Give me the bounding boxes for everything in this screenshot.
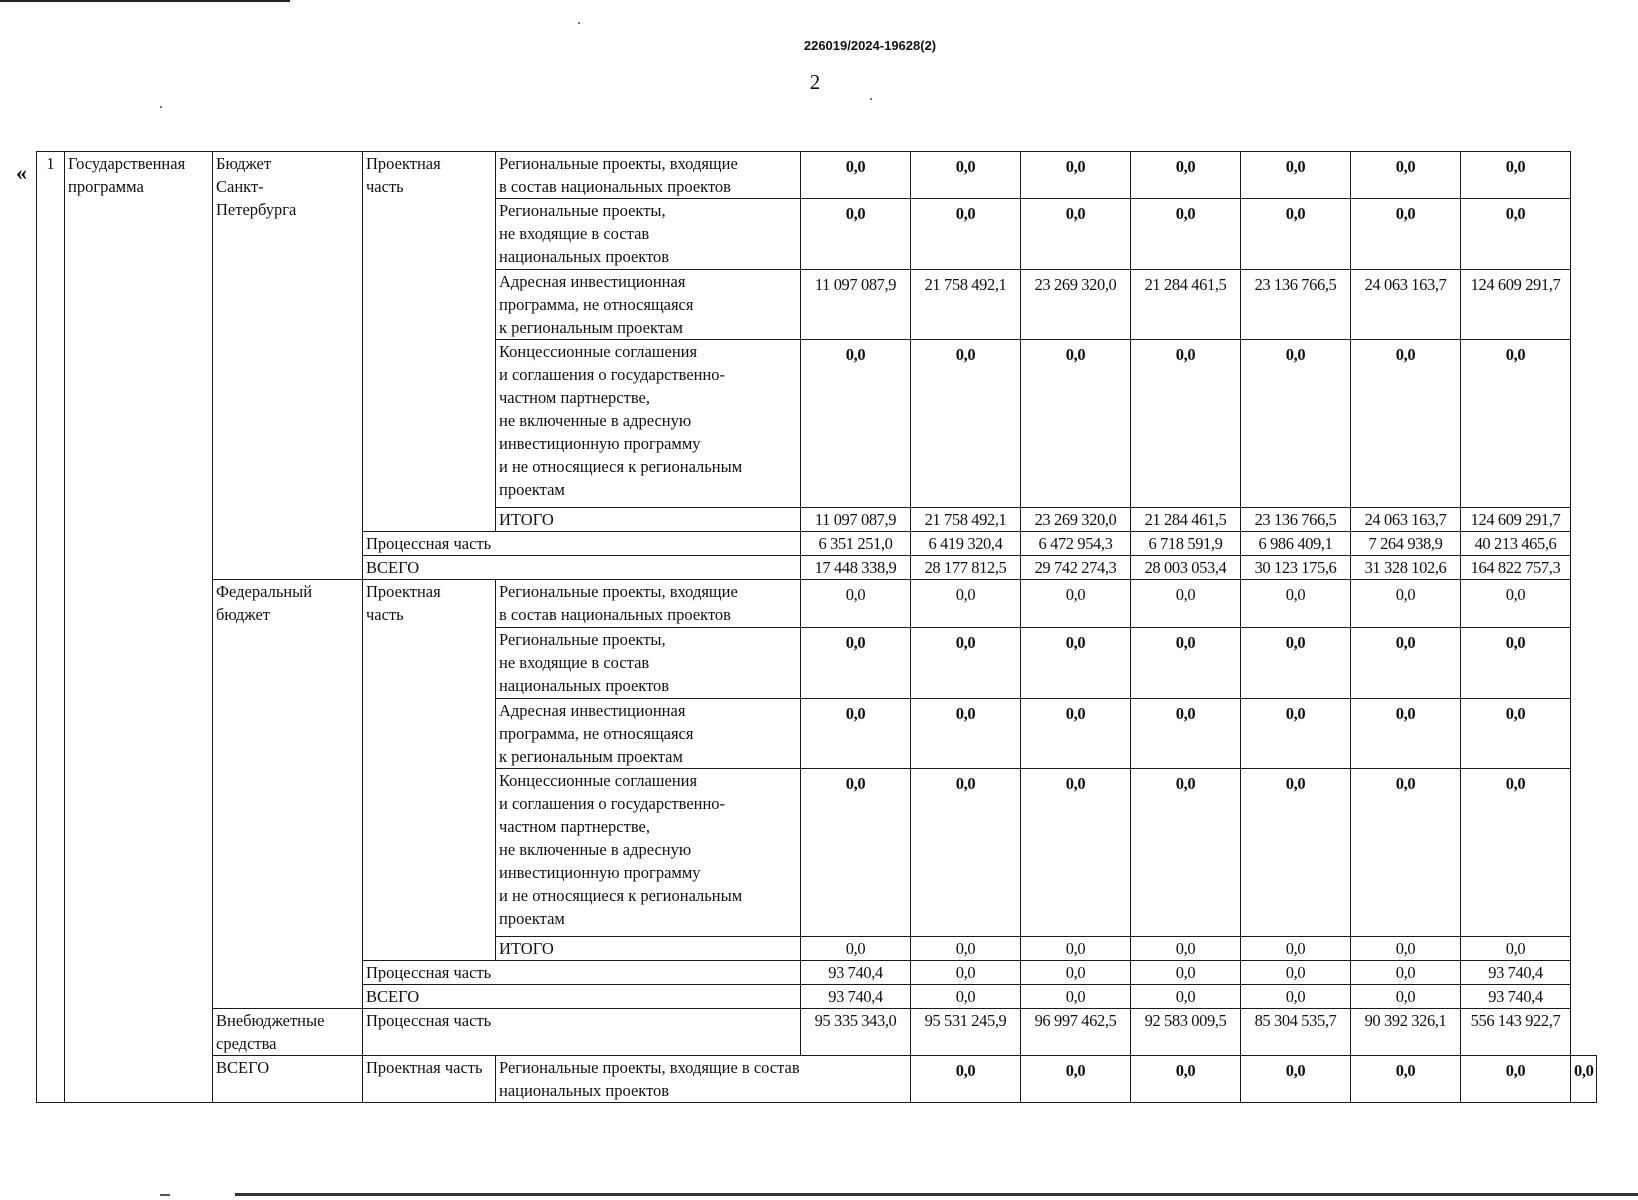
table-row: [37, 1056, 1597, 1103]
value-cell: 21 758 492,1: [911, 270, 1021, 340]
row-label: ИТОГО: [496, 508, 801, 532]
value-cell: 93 740,4: [1461, 961, 1571, 985]
value-cell: 23 136 766,5: [1241, 270, 1351, 340]
value-cell: 30 123 175,6: [1241, 556, 1351, 580]
value-cell: 0,0: [1131, 628, 1241, 699]
value-cell: 6 351 251,0: [801, 532, 911, 556]
value-cell: 6 419 320,4: [911, 532, 1021, 556]
value-cell: 0,0: [1021, 769, 1131, 937]
value-cell: 164 822 757,3: [1461, 556, 1571, 580]
value-cell: 0,0: [1021, 699, 1131, 769]
value-cell: 0,0: [801, 769, 911, 937]
value-cell: 96 997 462,5: [1021, 1009, 1131, 1056]
value-cell: 0,0: [1241, 1056, 1351, 1103]
row-label: Концессионные соглашения и соглашения о государственно- частном партнерстве, не включенные в адресную инвестиционную программу и не относящиеся к региональным проектам: [496, 769, 801, 937]
bottom-edge-line: [235, 1193, 1638, 1196]
row-label: Адресная инвестиционная программа, не относящаяся к региональным проектам: [496, 270, 801, 340]
value-cell: 0,0: [1351, 628, 1461, 699]
value-cell: 556 143 922,7: [1461, 1009, 1571, 1056]
value-cell: 0,0: [1021, 1056, 1131, 1103]
value-cell: 0,0: [911, 580, 1021, 628]
value-cell: 90 392 326,1: [1351, 1009, 1461, 1056]
program-label-cell: Государственная программа: [65, 152, 213, 1103]
grand-total-label: ВСЕГО: [213, 1056, 363, 1103]
value-cell: 124 609 291,7: [1461, 508, 1571, 532]
value-cell: 21 284 461,5: [1131, 270, 1241, 340]
value-cell: 0,0: [1131, 961, 1241, 985]
project-part-spb-cell: Проектная часть: [363, 152, 496, 532]
row-label: Региональные проекты, входящие в состав национальных проектов: [496, 1056, 911, 1103]
source-spb-cell: Бюджет Санкт- Петербурга: [213, 152, 363, 580]
value-cell: 0,0: [1131, 1056, 1241, 1103]
value-cell: 0,0: [1131, 152, 1241, 199]
document-number: 226019/2024-19628(2): [803, 38, 937, 53]
value-cell: 0,0: [911, 340, 1021, 508]
value-cell: 24 063 163,7: [1351, 270, 1461, 340]
row-label: Региональные проекты, не входящие в состав национальных проектов: [496, 628, 801, 699]
value-cell: 0,0: [1351, 985, 1461, 1009]
value-cell: 0,0: [1241, 628, 1351, 699]
value-cell: 21 758 492,1: [911, 508, 1021, 532]
value-cell: 0,0: [911, 152, 1021, 199]
value-cell: 0,0: [1461, 628, 1571, 699]
value-cell: 95 335 343,0: [801, 1009, 911, 1056]
value-cell: 0,0: [911, 199, 1021, 270]
row-label: Процессная часть: [363, 1009, 801, 1056]
value-cell: 0,0: [911, 937, 1021, 961]
row-label: ВСЕГО: [363, 985, 801, 1009]
value-cell: 0,0: [1461, 580, 1571, 628]
value-cell: 0,0: [1351, 199, 1461, 270]
row-label: Процессная часть: [363, 532, 801, 556]
value-cell: 0,0: [1021, 199, 1131, 270]
value-cell: 31 328 102,6: [1351, 556, 1461, 580]
value-cell: 17 448 338,9: [801, 556, 911, 580]
value-cell: 0,0: [1461, 1056, 1571, 1103]
value-cell: 0,0: [1021, 340, 1131, 508]
project-part-federal-cell: Проектная часть: [363, 580, 496, 961]
value-cell: 0,0: [1241, 199, 1351, 270]
row-label: Концессионные соглашения и соглашения о государственно- частном партнерстве, не включенные в адресную инвестиционную программу и не относящиеся к региональным проектам: [496, 340, 801, 508]
row-label: Адресная инвестиционная программа, не относящаяся к региональным проектам: [496, 699, 801, 769]
value-cell: 0,0: [1131, 340, 1241, 508]
value-cell: 0,0: [911, 1056, 1021, 1103]
value-cell: 29 742 274,3: [1021, 556, 1131, 580]
value-cell: 92 583 009,5: [1131, 1009, 1241, 1056]
value-cell: 6 472 954,3: [1021, 532, 1131, 556]
value-cell: 24 063 163,7: [1351, 508, 1461, 532]
value-cell: 0,0: [1021, 961, 1131, 985]
value-cell: 93 740,4: [801, 961, 911, 985]
value-cell: 0,0: [911, 769, 1021, 937]
value-cell: 21 284 461,5: [1131, 508, 1241, 532]
value-cell: 93 740,4: [1461, 985, 1571, 1009]
open-quote-mark: «: [16, 160, 27, 185]
value-cell: 0,0: [1241, 340, 1351, 508]
value-cell: 93 740,4: [801, 985, 911, 1009]
value-cell: 0,0: [1461, 769, 1571, 937]
value-cell: 0,0: [911, 985, 1021, 1009]
value-cell: 11 097 087,9: [801, 508, 911, 532]
row-label: ИТОГО: [496, 937, 801, 961]
value-cell: 0,0: [1021, 985, 1131, 1009]
value-cell: 0,0: [1351, 937, 1461, 961]
value-cell: 0,0: [911, 628, 1021, 699]
value-cell: 0,0: [1461, 699, 1571, 769]
row-label: Региональные проекты, входящие в состав национальных проектов: [496, 580, 801, 628]
scan-speck: [870, 98, 872, 100]
value-cell: 6 986 409,1: [1241, 532, 1351, 556]
value-cell: 28 003 053,4: [1131, 556, 1241, 580]
row-label: ВСЕГО: [363, 556, 801, 580]
value-cell: 0,0: [1131, 985, 1241, 1009]
value-cell: 23 269 320,0: [1021, 270, 1131, 340]
value-cell: 0,0: [1351, 769, 1461, 937]
value-cell: 0,0: [801, 937, 911, 961]
value-cell: 11 097 087,9: [801, 270, 911, 340]
value-cell: 0,0: [1241, 961, 1351, 985]
row-number-cell: 1: [37, 152, 65, 1103]
value-cell: 0,0: [1461, 937, 1571, 961]
value-cell: 0,0: [801, 199, 911, 270]
grand-total-project-part: Проектная часть: [363, 1056, 496, 1103]
source-offbudget-cell: Внебюджетные средства: [213, 1009, 363, 1056]
value-cell: 0,0: [1021, 937, 1131, 961]
value-cell: 0,0: [1241, 580, 1351, 628]
value-cell: 0,0: [801, 628, 911, 699]
table-row: [37, 580, 1597, 628]
row-label: Региональные проекты, входящие в состав национальных проектов: [496, 152, 801, 199]
row-label: Региональные проекты, не входящие в состав национальных проектов: [496, 199, 801, 270]
value-cell: 0,0: [1461, 199, 1571, 270]
value-cell: 95 531 245,9: [911, 1009, 1021, 1056]
value-cell: 124 609 291,7: [1461, 270, 1571, 340]
value-cell: 0,0: [1241, 985, 1351, 1009]
value-cell: 0,0: [1461, 152, 1571, 199]
value-cell: 0,0: [911, 699, 1021, 769]
value-cell: 0,0: [801, 699, 911, 769]
value-cell: 23 136 766,5: [1241, 508, 1351, 532]
value-cell: 28 177 812,5: [911, 556, 1021, 580]
value-cell: 6 718 591,9: [1131, 532, 1241, 556]
value-cell: 0,0: [801, 580, 911, 628]
source-federal-cell: Федеральный бюджет: [213, 580, 363, 1009]
value-cell: 0,0: [1571, 1056, 1597, 1103]
value-cell: 0,0: [1131, 699, 1241, 769]
value-cell: 0,0: [911, 961, 1021, 985]
value-cell: 0,0: [1131, 937, 1241, 961]
scan-speck: [160, 106, 162, 108]
value-cell: 0,0: [1021, 580, 1131, 628]
bottom-edge-mark: [160, 1194, 170, 1196]
value-cell: 0,0: [1351, 580, 1461, 628]
row-label: Процессная часть: [363, 961, 801, 985]
value-cell: 7 264 938,9: [1351, 532, 1461, 556]
value-cell: 0,0: [1351, 340, 1461, 508]
table-row: [37, 1009, 1597, 1056]
value-cell: 0,0: [801, 152, 911, 199]
value-cell: 0,0: [1131, 199, 1241, 270]
top-edge-line: [0, 0, 290, 2]
value-cell: 0,0: [1241, 937, 1351, 961]
value-cell: 0,0: [1021, 628, 1131, 699]
value-cell: 0,0: [1351, 152, 1461, 199]
value-cell: 0,0: [1241, 152, 1351, 199]
budget-table: [36, 151, 1597, 1103]
value-cell: 0,0: [1241, 699, 1351, 769]
value-cell: 0,0: [1351, 1056, 1461, 1103]
value-cell: 23 269 320,0: [1021, 508, 1131, 532]
table-row: [37, 152, 1597, 199]
value-cell: 85 304 535,7: [1241, 1009, 1351, 1056]
value-cell: 0,0: [1131, 769, 1241, 937]
value-cell: 40 213 465,6: [1461, 532, 1571, 556]
value-cell: 0,0: [801, 340, 911, 508]
value-cell: 0,0: [1021, 152, 1131, 199]
value-cell: 0,0: [1351, 699, 1461, 769]
value-cell: 0,0: [1351, 961, 1461, 985]
page-number: 2: [809, 70, 821, 94]
scan-speck: [578, 22, 580, 24]
value-cell: 0,0: [1461, 340, 1571, 508]
value-cell: 0,0: [1241, 769, 1351, 937]
value-cell: 0,0: [1131, 580, 1241, 628]
